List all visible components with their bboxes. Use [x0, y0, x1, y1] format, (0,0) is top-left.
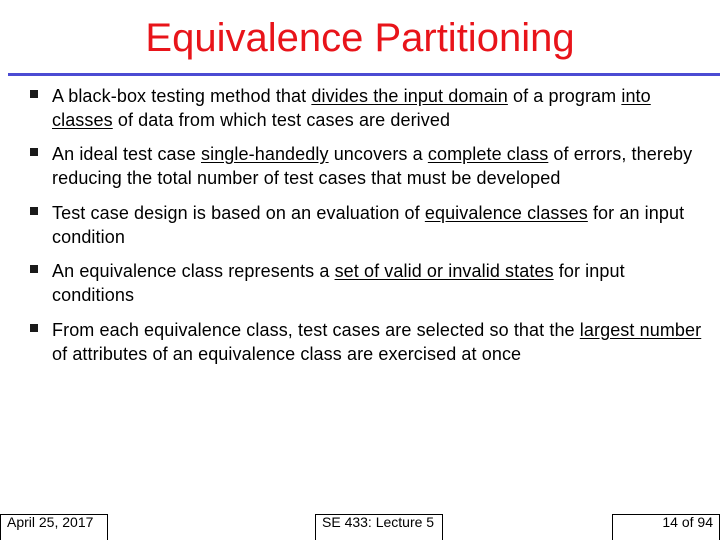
bullet-text-run: of errors, thereby reducing the total number of test cases that must be developed [52, 144, 693, 188]
underlined-term: divides the input domain [311, 86, 508, 106]
bullet-text-run: of attributes of an equivalence class are exercised at once [52, 344, 522, 364]
bullet-text-run: uncovers a [328, 144, 428, 164]
bullet-square-icon [30, 324, 38, 332]
bullet-text [52, 84, 702, 132]
bullet-text-run: From each equivalence class, test cases are selected so that the [52, 320, 580, 340]
bullet-text [52, 259, 702, 307]
footer-course: SE 433: Lecture 5 [315, 514, 443, 540]
bullet-square-icon [30, 90, 38, 98]
bullet-text-run: of a program [507, 86, 622, 106]
bullet-square-icon [30, 148, 38, 156]
slide-title: Equivalence Partitioning [145, 16, 575, 60]
bullet-text-run: for an input condition [52, 203, 685, 247]
bullet-text-run: Test case design is based on an evaluation of [52, 203, 425, 223]
title-divider [8, 73, 720, 76]
footer-page-number: 14 of 94 [612, 514, 720, 540]
bullet-square-icon [30, 265, 38, 273]
bullet-text-run: An equivalence class represents a [52, 261, 335, 281]
underlined-term: into classes [52, 86, 651, 130]
bullet-text [52, 318, 702, 366]
underlined-term: set of valid or invalid states [334, 261, 554, 281]
footer-date: April 25, 2017 [0, 514, 108, 540]
underlined-term: single-handedly [201, 144, 329, 164]
bullet-text [52, 142, 702, 190]
underlined-term: equivalence classes [424, 203, 588, 223]
bullet-text-run: of data from which test cases are derived [112, 110, 451, 130]
bullet-text-run: for input conditions [52, 261, 625, 305]
bullet-text-run: A black-box testing method that [52, 86, 312, 106]
bullet-text [52, 201, 702, 249]
underlined-term: complete class [427, 144, 549, 164]
bullet-text-run: An ideal test case [52, 144, 201, 164]
bullet-square-icon [30, 207, 38, 215]
underlined-term: largest number [579, 320, 702, 340]
